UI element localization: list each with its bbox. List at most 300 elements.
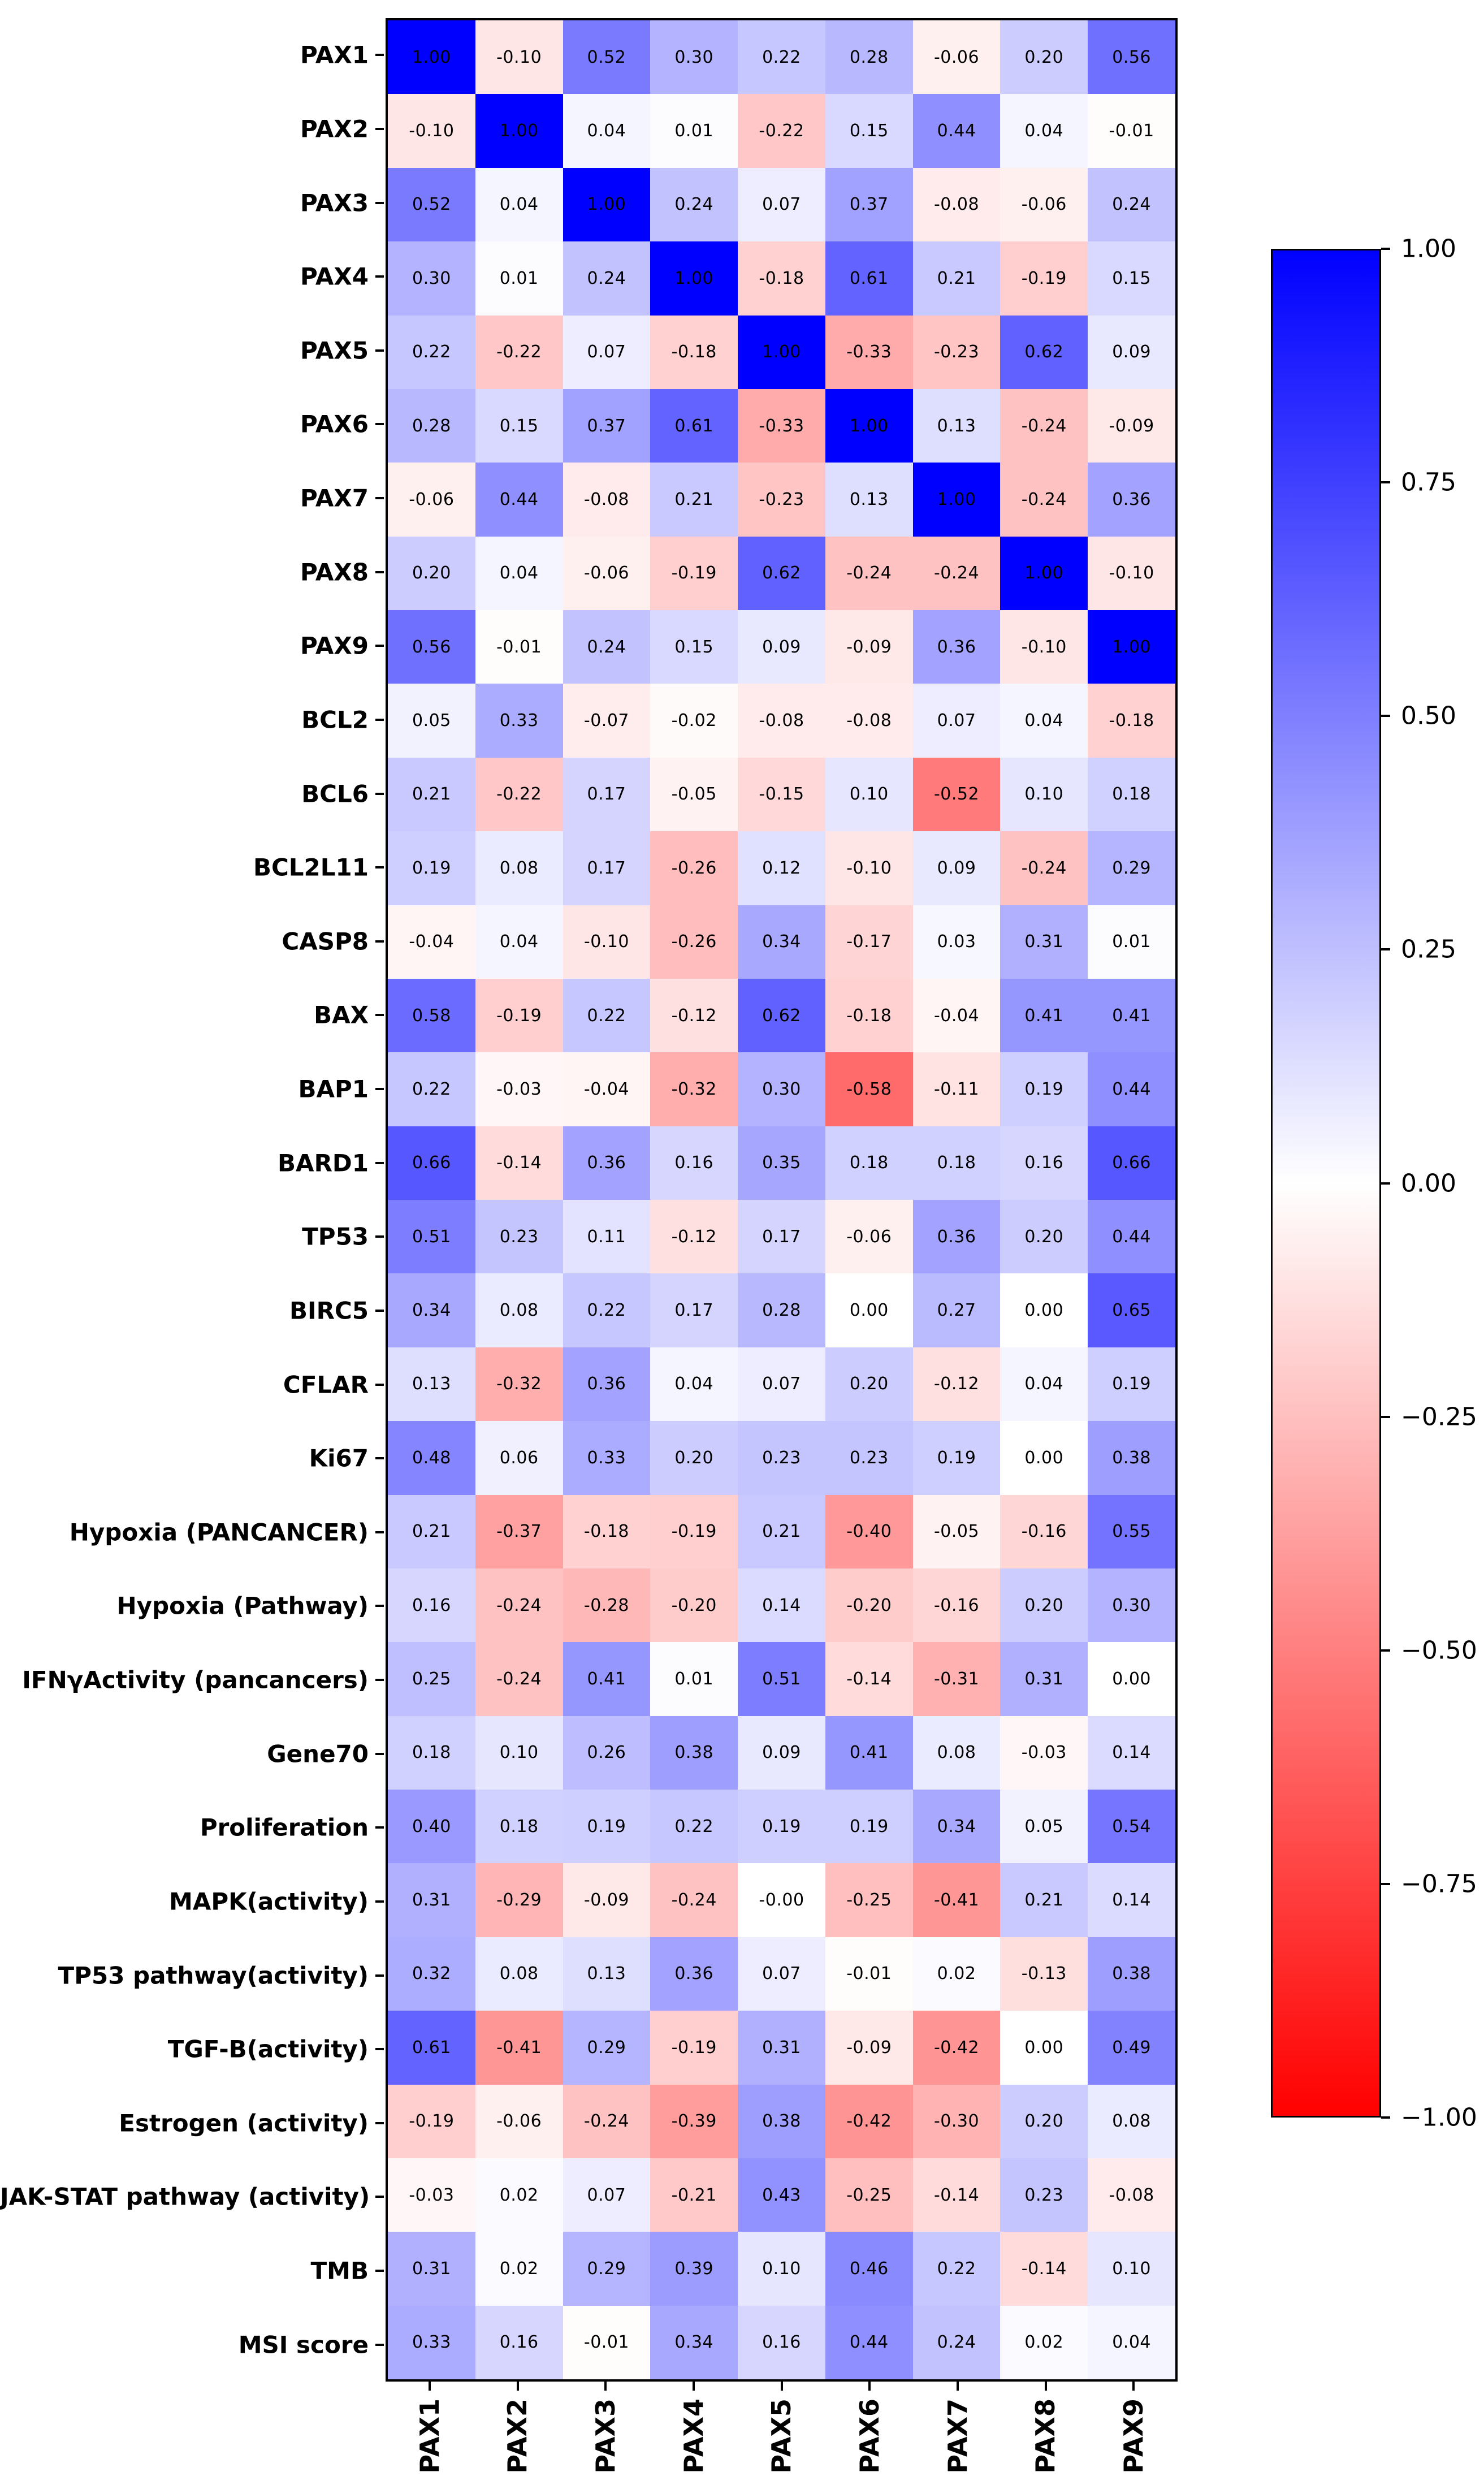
colorbar-tick xyxy=(1381,248,1390,250)
heatmap-cell: -0.05 xyxy=(913,1495,1001,1568)
heatmap-cell: 0.24 xyxy=(913,2306,1001,2379)
heatmap-cell: 0.12 xyxy=(738,831,825,905)
y-axis-label: TMB xyxy=(310,2257,369,2285)
heatmap-cell: 0.23 xyxy=(1000,2158,1088,2232)
heatmap-cell: -0.06 xyxy=(913,20,1001,94)
heatmap-cell: -0.18 xyxy=(1088,684,1175,757)
x-axis-label-text: PAX7 xyxy=(942,2399,973,2474)
y-axis-label: TP53 xyxy=(302,1222,369,1251)
heatmap-cell: 0.55 xyxy=(1088,1495,1175,1568)
heatmap-cell: 1.00 xyxy=(1000,537,1088,610)
x-axis-label xyxy=(851,2399,888,2474)
y-axis-label: CASP8 xyxy=(282,927,369,956)
heatmap-cell: -0.24 xyxy=(563,2085,651,2158)
heatmap-cell: -0.32 xyxy=(650,1052,738,1126)
heatmap-cell: 0.13 xyxy=(913,389,1001,463)
x-axis-label xyxy=(587,2399,624,2474)
heatmap-cell: 0.08 xyxy=(475,1937,563,2011)
heatmap-cell: -0.40 xyxy=(825,1495,913,1568)
y-axis-label: PAX9 xyxy=(300,632,369,660)
heatmap-cell: -0.05 xyxy=(650,758,738,831)
heatmap-cell: 0.20 xyxy=(1000,2085,1088,2158)
heatmap-cell: 0.39 xyxy=(650,2232,738,2305)
colorbar-tick-label: 1.00 xyxy=(1401,234,1456,263)
y-axis-tick xyxy=(375,1900,384,1903)
heatmap-cell: -0.12 xyxy=(913,1347,1001,1421)
heatmap-cell: 0.24 xyxy=(563,610,651,684)
heatmap-cell: -0.14 xyxy=(475,1126,563,1200)
heatmap-cell: 0.18 xyxy=(475,1790,563,1863)
heatmap-cell: 0.38 xyxy=(1088,1937,1175,2011)
y-axis-tick xyxy=(375,54,384,56)
y-axis-label: Hypoxia (PANCANCER) xyxy=(69,1518,369,1546)
heatmap-cell: 0.36 xyxy=(563,1347,651,1421)
heatmap-cell: -0.09 xyxy=(1088,389,1175,463)
y-axis-label: MAPK(activity) xyxy=(169,1887,369,1916)
y-axis-tick xyxy=(375,1679,384,1681)
heatmap-cell: 0.02 xyxy=(475,2232,563,2305)
y-axis-tick xyxy=(375,2048,384,2050)
heatmap-cell: -0.08 xyxy=(1088,2158,1175,2232)
heatmap-cell: 0.04 xyxy=(475,905,563,979)
heatmap-cell: -0.08 xyxy=(563,463,651,536)
y-axis-tick xyxy=(375,1235,384,1238)
heatmap-cell: 0.66 xyxy=(1088,1126,1175,1200)
heatmap-cell: 0.29 xyxy=(563,2232,651,2305)
heatmap-cell: 0.34 xyxy=(738,905,825,979)
heatmap-cell: 0.13 xyxy=(825,463,913,536)
colorbar-tick xyxy=(1381,1649,1390,1652)
heatmap-cell: 0.30 xyxy=(650,20,738,94)
heatmap-cell: 0.16 xyxy=(388,1568,475,1642)
heatmap-cell: 0.14 xyxy=(1088,1863,1175,1937)
heatmap-cell: -0.06 xyxy=(388,463,475,536)
heatmap-cell: -0.06 xyxy=(563,537,651,610)
heatmap-cell: 0.30 xyxy=(1088,1568,1175,1642)
heatmap-cell: 1.00 xyxy=(1088,610,1175,684)
heatmap-cell: 0.01 xyxy=(650,94,738,167)
heatmap-cell: 0.16 xyxy=(1000,1126,1088,1200)
heatmap-cell: -0.20 xyxy=(825,1568,913,1642)
heatmap-cell: 0.22 xyxy=(388,1052,475,1126)
heatmap-cell: 0.25 xyxy=(388,1642,475,1715)
heatmap-cell: 0.13 xyxy=(563,1937,651,2011)
heatmap-cell: 0.10 xyxy=(738,2232,825,2305)
heatmap-cell: 0.30 xyxy=(738,1052,825,1126)
heatmap-cell: -0.04 xyxy=(913,979,1001,1052)
heatmap-cell: 0.46 xyxy=(825,2232,913,2305)
heatmap-cell: 0.28 xyxy=(825,20,913,94)
heatmap-cell: 0.33 xyxy=(563,1421,651,1494)
y-axis-label: BCL2L11 xyxy=(253,853,369,881)
heatmap-cell: 0.37 xyxy=(563,389,651,463)
y-axis-tick xyxy=(375,1014,384,1016)
heatmap-cell: 0.01 xyxy=(475,241,563,315)
x-axis-label-text: PAX5 xyxy=(766,2399,797,2474)
heatmap-cell: 1.00 xyxy=(388,20,475,94)
heatmap-cell: 0.19 xyxy=(913,1421,1001,1494)
heatmap-cell: 0.43 xyxy=(738,2158,825,2232)
heatmap-cell: 0.00 xyxy=(825,1273,913,1347)
heatmap-cell: 0.61 xyxy=(650,389,738,463)
x-axis-tick xyxy=(693,2382,695,2391)
heatmap-cell: 0.54 xyxy=(1088,1790,1175,1863)
y-axis-label: Ki67 xyxy=(309,1444,369,1472)
heatmap-cell: 0.19 xyxy=(825,1790,913,1863)
heatmap-cell: -0.01 xyxy=(1088,94,1175,167)
y-axis-label: BARD1 xyxy=(278,1149,369,1177)
x-axis-label-text: PAX2 xyxy=(502,2399,533,2474)
heatmap-cell: -0.31 xyxy=(913,1642,1001,1715)
heatmap-cell: 0.07 xyxy=(913,684,1001,757)
heatmap-cell: -0.19 xyxy=(475,979,563,1052)
heatmap-cell: 0.04 xyxy=(475,537,563,610)
colorbar-tick-label: 0.00 xyxy=(1401,1169,1456,1198)
heatmap-cell: 0.30 xyxy=(388,241,475,315)
y-axis-label: PAX1 xyxy=(300,41,369,69)
heatmap-cell: 0.66 xyxy=(388,1126,475,1200)
heatmap-cell: -0.41 xyxy=(913,1863,1001,1937)
x-axis-label xyxy=(940,2399,976,2474)
x-axis-tick xyxy=(517,2382,519,2391)
heatmap-cell: 0.37 xyxy=(825,168,913,241)
heatmap-cell: -0.22 xyxy=(475,758,563,831)
y-axis-tick xyxy=(375,645,384,647)
y-axis-label: TGF-B(activity) xyxy=(167,2035,369,2063)
heatmap-cell: 0.36 xyxy=(563,1126,651,1200)
heatmap-cell: -0.11 xyxy=(913,1052,1001,1126)
colorbar-tick xyxy=(1381,1883,1390,1885)
heatmap-cell: 0.24 xyxy=(650,168,738,241)
heatmap-cell: 0.41 xyxy=(1000,979,1088,1052)
heatmap-plot-area xyxy=(386,18,1178,2382)
heatmap-cell: -0.16 xyxy=(1000,1495,1088,1568)
heatmap-cell: 0.05 xyxy=(1000,1790,1088,1863)
heatmap-cell: -0.18 xyxy=(738,241,825,315)
y-axis-tick xyxy=(375,2344,384,2346)
heatmap-cell: 0.15 xyxy=(650,610,738,684)
heatmap-cell: 0.34 xyxy=(388,1273,475,1347)
x-axis-label-text: PAX4 xyxy=(678,2399,709,2474)
heatmap-cell: -0.07 xyxy=(563,684,651,757)
heatmap-cell: 0.19 xyxy=(738,1790,825,1863)
heatmap-cell: 0.11 xyxy=(563,1200,651,1273)
y-axis-tick xyxy=(375,1088,384,1090)
heatmap-cell: 0.34 xyxy=(913,1790,1001,1863)
colorbar-tick-label: 0.75 xyxy=(1401,468,1456,497)
heatmap-cell: 0.18 xyxy=(388,1716,475,1790)
heatmap-cell: -0.26 xyxy=(650,905,738,979)
heatmap-cell: -0.01 xyxy=(563,2306,651,2379)
heatmap-cell: -0.19 xyxy=(650,1495,738,1568)
heatmap-cell: -0.52 xyxy=(913,758,1001,831)
heatmap-cell: 0.20 xyxy=(1000,1568,1088,1642)
heatmap-cell: 0.38 xyxy=(738,2085,825,2158)
colorbar-tick-label: −0.75 xyxy=(1401,1869,1477,1899)
y-axis-tick xyxy=(375,1826,384,1829)
colorbar-tick xyxy=(1381,2116,1390,2119)
heatmap-cell: 0.07 xyxy=(738,168,825,241)
heatmap-cell: -0.58 xyxy=(825,1052,913,1126)
heatmap-cell: 0.02 xyxy=(913,1937,1001,2011)
heatmap-cell: 0.27 xyxy=(913,1273,1001,1347)
heatmap-cell: -0.06 xyxy=(1000,168,1088,241)
heatmap-cell: -0.18 xyxy=(650,316,738,389)
y-axis-tick xyxy=(375,1162,384,1164)
y-axis-label: IFNγActivity (pancancers) xyxy=(22,1666,369,1694)
heatmap-cell: 0.51 xyxy=(738,1642,825,1715)
heatmap-cell: 0.26 xyxy=(563,1716,651,1790)
y-axis-label: MSI score xyxy=(238,2331,369,2359)
y-axis-tick xyxy=(375,497,384,499)
heatmap-cell: 0.16 xyxy=(475,2306,563,2379)
heatmap-cell: 1.00 xyxy=(475,94,563,167)
heatmap-cell: 0.18 xyxy=(825,1126,913,1200)
heatmap-cell: -0.30 xyxy=(913,2085,1001,2158)
heatmap-cell: 0.33 xyxy=(475,684,563,757)
heatmap-cell: -0.42 xyxy=(913,2011,1001,2084)
heatmap-cell: -0.24 xyxy=(475,1642,563,1715)
heatmap-cell: -0.21 xyxy=(650,2158,738,2232)
heatmap-cell: -0.25 xyxy=(825,1863,913,1937)
y-axis-tick xyxy=(375,866,384,868)
heatmap-grid xyxy=(388,20,1175,2379)
heatmap-cell: 0.32 xyxy=(388,1937,475,2011)
heatmap-cell: 1.00 xyxy=(738,316,825,389)
heatmap-cell: -0.26 xyxy=(650,831,738,905)
heatmap-cell: 0.52 xyxy=(563,20,651,94)
heatmap-cell: 0.17 xyxy=(650,1273,738,1347)
heatmap-cell: 0.21 xyxy=(388,1495,475,1568)
heatmap-cell: 0.04 xyxy=(1000,684,1088,757)
heatmap-cell: 0.22 xyxy=(738,20,825,94)
heatmap-cell: 0.21 xyxy=(913,241,1001,315)
heatmap-cell: 0.09 xyxy=(738,610,825,684)
heatmap-cell: 0.04 xyxy=(475,168,563,241)
y-axis-label: Proliferation xyxy=(200,1813,369,1842)
y-axis-label: TP53 pathway(activity) xyxy=(58,1961,369,1990)
heatmap-cell: 0.21 xyxy=(388,758,475,831)
y-axis-tick xyxy=(375,793,384,795)
heatmap-cell: -0.12 xyxy=(650,979,738,1052)
heatmap-cell: 0.21 xyxy=(650,463,738,536)
heatmap-cell: 0.44 xyxy=(825,2306,913,2379)
heatmap-cell: 0.31 xyxy=(1000,905,1088,979)
heatmap-cell: -0.10 xyxy=(475,20,563,94)
y-axis-tick xyxy=(375,2196,384,2198)
y-axis-tick xyxy=(375,940,384,943)
x-axis-label xyxy=(412,2399,448,2474)
heatmap-cell: 0.15 xyxy=(1088,241,1175,315)
heatmap-cell: -0.04 xyxy=(563,1052,651,1126)
heatmap-cell: 0.28 xyxy=(738,1273,825,1347)
y-axis-tick xyxy=(375,1974,384,1977)
y-axis-label: BCL6 xyxy=(301,780,369,808)
y-axis-label: PAX6 xyxy=(300,410,369,438)
heatmap-cell: -0.17 xyxy=(825,905,913,979)
x-axis-tick xyxy=(1132,2382,1135,2391)
heatmap-cell: 0.38 xyxy=(650,1716,738,1790)
heatmap-cell: 0.44 xyxy=(1088,1200,1175,1273)
heatmap-cell: 0.20 xyxy=(388,537,475,610)
x-axis-label xyxy=(500,2399,536,2474)
x-axis-label-text: PAX6 xyxy=(854,2399,885,2474)
x-axis-tick xyxy=(957,2382,959,2391)
heatmap-cell: -0.14 xyxy=(1000,2232,1088,2305)
heatmap-cell: 0.04 xyxy=(650,1347,738,1421)
heatmap-cell: 0.20 xyxy=(650,1421,738,1494)
heatmap-cell: 0.05 xyxy=(388,684,475,757)
colorbar-tick-label: −0.25 xyxy=(1401,1402,1477,1432)
heatmap-cell: -0.23 xyxy=(913,316,1001,389)
heatmap-cell: 0.65 xyxy=(1088,1273,1175,1347)
heatmap-cell: 0.21 xyxy=(738,1495,825,1568)
heatmap-cell: -0.32 xyxy=(475,1347,563,1421)
heatmap-cell: -0.24 xyxy=(1000,463,1088,536)
x-axis-label-text: PAX8 xyxy=(1030,2399,1061,2474)
heatmap-cell: -0.02 xyxy=(650,684,738,757)
heatmap-cell: 0.07 xyxy=(563,316,651,389)
heatmap-cell: 0.04 xyxy=(563,94,651,167)
heatmap-cell: 0.13 xyxy=(388,1347,475,1421)
heatmap-cell: -0.10 xyxy=(825,831,913,905)
y-axis-tick xyxy=(375,571,384,573)
heatmap-cell: -0.29 xyxy=(475,1863,563,1937)
heatmap-cell: -0.25 xyxy=(825,2158,913,2232)
heatmap-cell: -0.04 xyxy=(388,905,475,979)
colorbar-tick-label: 0.25 xyxy=(1401,935,1456,964)
y-axis-label: BIRC5 xyxy=(289,1297,369,1325)
heatmap-cell: 0.02 xyxy=(475,2158,563,2232)
y-axis-tick xyxy=(375,1605,384,1607)
colorbar-tick xyxy=(1381,1182,1390,1185)
heatmap-cell: 0.24 xyxy=(1088,168,1175,241)
y-axis-tick xyxy=(375,275,384,278)
heatmap-cell: -0.18 xyxy=(563,1495,651,1568)
heatmap-cell: 0.52 xyxy=(388,168,475,241)
heatmap-cell: 0.15 xyxy=(475,389,563,463)
heatmap-cell: -0.19 xyxy=(650,537,738,610)
heatmap-cell: 0.36 xyxy=(1088,463,1175,536)
heatmap-cell: -0.22 xyxy=(738,94,825,167)
heatmap-cell: -0.24 xyxy=(475,1568,563,1642)
heatmap-cell: 0.19 xyxy=(1000,1052,1088,1126)
heatmap-cell: 0.16 xyxy=(650,1126,738,1200)
heatmap-cell: -0.24 xyxy=(1000,831,1088,905)
y-axis-label: PAX2 xyxy=(300,115,369,143)
heatmap-cell: -0.33 xyxy=(825,316,913,389)
heatmap-cell: 0.07 xyxy=(563,2158,651,2232)
heatmap-cell: -0.06 xyxy=(475,2085,563,2158)
colorbar-tick-label: −0.50 xyxy=(1401,1636,1477,1665)
x-axis-tick xyxy=(781,2382,783,2391)
x-axis-label-text: PAX9 xyxy=(1118,2399,1149,2474)
heatmap-cell: -0.13 xyxy=(1000,1937,1088,2011)
heatmap-cell: 0.24 xyxy=(563,241,651,315)
heatmap-cell: 0.22 xyxy=(913,2232,1001,2305)
heatmap-cell: 0.04 xyxy=(1000,94,1088,167)
heatmap-cell: 0.17 xyxy=(738,1200,825,1273)
y-axis-label: PAX5 xyxy=(300,336,369,365)
y-axis-tick xyxy=(375,1457,384,1459)
heatmap-cell: 0.19 xyxy=(1088,1347,1175,1421)
heatmap-cell: -0.12 xyxy=(650,1200,738,1273)
heatmap-cell: -0.41 xyxy=(475,2011,563,2084)
heatmap-cell: 1.00 xyxy=(563,168,651,241)
heatmap-cell: 0.36 xyxy=(913,610,1001,684)
heatmap-cell: 0.61 xyxy=(388,2011,475,2084)
heatmap-cell: 0.31 xyxy=(738,2011,825,2084)
heatmap-cell: 0.15 xyxy=(825,94,913,167)
heatmap-cell: -0.08 xyxy=(913,168,1001,241)
heatmap-cell: 1.00 xyxy=(650,241,738,315)
heatmap-cell: 0.44 xyxy=(475,463,563,536)
heatmap-cell: 0.00 xyxy=(1000,1273,1088,1347)
y-axis-label: Estrogen (activity) xyxy=(119,2109,369,2137)
heatmap-cell: 0.10 xyxy=(825,758,913,831)
heatmap-cell: -0.10 xyxy=(1000,610,1088,684)
y-axis-label: PAX4 xyxy=(300,262,369,291)
heatmap-cell: -0.24 xyxy=(825,537,913,610)
heatmap-cell: 0.08 xyxy=(1088,2085,1175,2158)
heatmap-cell: 0.02 xyxy=(1000,2306,1088,2379)
heatmap-cell: -0.19 xyxy=(650,2011,738,2084)
heatmap-cell: 0.01 xyxy=(650,1642,738,1715)
heatmap-cell: 0.20 xyxy=(825,1347,913,1421)
heatmap-cell: 0.08 xyxy=(475,831,563,905)
heatmap-cell: 0.56 xyxy=(388,610,475,684)
colorbar-tick-label: −1.00 xyxy=(1401,2103,1477,2132)
colorbar-tick xyxy=(1381,715,1390,717)
heatmap-cell: 0.48 xyxy=(388,1421,475,1494)
heatmap-cell: -0.22 xyxy=(475,316,563,389)
heatmap-cell: 0.22 xyxy=(563,1273,651,1347)
x-axis-tick xyxy=(429,2382,431,2391)
heatmap-cell: 0.62 xyxy=(738,537,825,610)
heatmap-cell: 1.00 xyxy=(913,463,1001,536)
heatmap-cell: 0.16 xyxy=(738,2306,825,2379)
y-axis-tick xyxy=(375,349,384,352)
heatmap-cell: 0.20 xyxy=(1000,20,1088,94)
heatmap-cell: -0.24 xyxy=(1000,389,1088,463)
heatmap-cell: 0.58 xyxy=(388,979,475,1052)
heatmap-cell: 0.49 xyxy=(1088,2011,1175,2084)
heatmap-cell: 0.31 xyxy=(1000,1642,1088,1715)
x-axis-tick xyxy=(868,2382,871,2391)
heatmap-cell: -0.01 xyxy=(825,1937,913,2011)
heatmap-cell: -0.24 xyxy=(913,537,1001,610)
x-axis-label xyxy=(1028,2399,1064,2474)
heatmap-cell: 0.36 xyxy=(650,1937,738,2011)
heatmap-cell: 0.14 xyxy=(738,1568,825,1642)
heatmap-cell: -0.14 xyxy=(913,2158,1001,2232)
x-axis-label xyxy=(1115,2399,1152,2474)
heatmap-cell: -0.16 xyxy=(913,1568,1001,1642)
x-axis-label-text: PAX3 xyxy=(590,2399,621,2474)
heatmap-cell: 0.23 xyxy=(825,1421,913,1494)
x-axis-label-text: PAX1 xyxy=(414,2399,445,2474)
heatmap-cell: 0.20 xyxy=(1000,1200,1088,1273)
heatmap-cell: 0.44 xyxy=(913,94,1001,167)
x-axis-tick xyxy=(604,2382,607,2391)
heatmap-cell: 0.22 xyxy=(650,1790,738,1863)
heatmap-cell: -0.06 xyxy=(825,1200,913,1273)
y-axis-tick xyxy=(375,202,384,204)
y-axis-tick xyxy=(375,2270,384,2272)
heatmap-cell: -0.24 xyxy=(650,1863,738,1937)
heatmap-cell: -0.23 xyxy=(738,463,825,536)
heatmap-cell: 0.07 xyxy=(738,1347,825,1421)
